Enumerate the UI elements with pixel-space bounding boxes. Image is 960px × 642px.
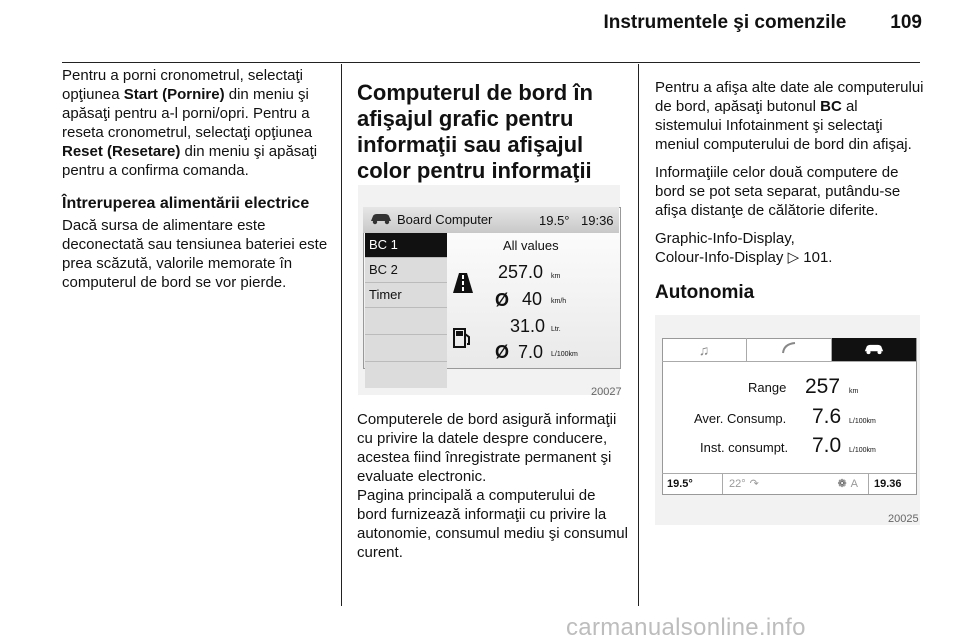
tab-board-computer[interactable]	[832, 338, 916, 362]
fuel-used-value: 31.0	[510, 316, 546, 336]
avg-consumption-label: Aver. Consump.	[694, 411, 787, 426]
column-1	[62, 66, 332, 301]
bc-intro-paragraph: Computerele de bord asigură informaţii cu privire la datele despre conducere, acestea fiind înregistrate permanent şi evaluate electronic.	[357, 411, 617, 485]
avg-speed-unit: km/h	[551, 298, 567, 305]
range-unit: km	[849, 388, 859, 395]
menu-item-empty	[365, 335, 447, 362]
column-3	[655, 78, 925, 302]
music-note-icon: ♫	[698, 342, 710, 358]
avg-consumption-unit: L/100km	[849, 418, 876, 425]
section-heading: Computerul de bord în afişajul grafic pentru informaţii sau afişajul color pentru informaţii	[357, 80, 593, 183]
reset-option: Reset (Resetare)	[62, 143, 181, 160]
menu-item-bc2[interactable]: BC 2	[365, 258, 447, 283]
autonomy-tabs	[662, 338, 916, 362]
figure-number: 20027	[591, 386, 622, 398]
average-symbol: Ø	[495, 290, 510, 310]
power-interruption-paragraph: Dacă sursa de alimentare este deconectată sau tensiunea bateriei este prea scăzută, valorile memorate în computerul de bord se vor pierde.	[62, 217, 328, 291]
clock: 19.36	[868, 474, 916, 494]
fuel-pump-icon	[452, 327, 472, 354]
range-unit: km	[551, 273, 561, 280]
auto-mode: A	[850, 478, 858, 490]
average-symbol: Ø	[495, 342, 510, 362]
bc-button-paragraph: Pentru a afişa alte date ale computerului de bord, apăsaţi butonul BC al sistemului Infotainment şi selectaţi meniul computerului de bord din afişaj.	[655, 79, 924, 153]
page-ref-icon: ▷	[787, 249, 800, 266]
tab-audio[interactable]	[662, 338, 747, 362]
bc-menu	[365, 233, 447, 388]
figure-number: 20025	[888, 513, 919, 525]
climate-status-bar	[662, 473, 916, 494]
clock: 19:36	[581, 213, 614, 228]
car-icon	[369, 211, 393, 228]
header-title: Instrumentele şi comenzile	[603, 12, 847, 33]
column-2-text	[357, 410, 629, 562]
range-value: 257.0	[498, 262, 544, 282]
stopwatch-paragraph: Pentru a porni cronometrul, selectaţi opţiunea Start (Pornire) din meniu şi apăsaţi pentru a-l porni/opri. Pentru a reseta cronometrul, selectaţi opţiunea Reset (Resetare) din meniu şi apăsaţi pentru a confirma comanda.	[62, 67, 318, 179]
inst-consumption-value: 7.0	[812, 434, 842, 457]
watermark: carmanualsonline.info	[566, 614, 806, 641]
car-icon	[863, 342, 885, 358]
page-header	[603, 12, 922, 34]
page-number: 109	[890, 12, 922, 33]
tab-phone[interactable]	[747, 338, 832, 362]
inst-consumption-label: Inst. consumpt.	[700, 440, 789, 455]
column-divider-2	[638, 64, 639, 606]
menu-item-bc1[interactable]: BC 1	[365, 233, 447, 258]
power-interruption-heading: Întreruperea alimentării electrice	[62, 195, 310, 212]
airflow-icon: ↷	[749, 478, 759, 490]
board-computer-title: Board Computer	[397, 212, 493, 227]
range-value: 257	[805, 375, 841, 398]
outside-temp: 19.5°	[662, 474, 723, 494]
bc-button-label: BC	[820, 98, 842, 115]
range-label: Range	[748, 380, 787, 395]
bc-main-page-paragraph: Pagina principală a computerului de bord furnizează informaţii cu privire la autonomie, consumul mediu şi consumul curent.	[357, 487, 628, 561]
avg-consumption-unit: L/100km	[551, 351, 578, 358]
road-icon	[452, 272, 474, 299]
menu-item-empty	[365, 362, 447, 388]
avg-consumption-value: 7.0	[518, 342, 544, 362]
column-divider-1	[341, 64, 342, 606]
menu-item-timer[interactable]: Timer	[365, 283, 447, 308]
menu-item-empty	[365, 308, 447, 335]
avg-speed-value: 40	[522, 289, 543, 309]
fuel-used-unit: Ltr.	[551, 326, 561, 333]
phone-icon	[780, 342, 798, 358]
set-temp: 22°	[729, 478, 746, 490]
header-rule	[62, 62, 920, 63]
fan-icon: ❁	[837, 478, 847, 490]
board-computer-titlebar	[363, 207, 619, 233]
start-option: Start (Pornire)	[123, 86, 225, 103]
display-reference: Graphic-Info-Display, Colour-Info-Display ▷ 101.	[655, 230, 833, 266]
outside-temp: 19.5°	[539, 213, 570, 228]
column-2	[357, 80, 629, 190]
two-computers-paragraph: Informaţiile celor două computere de bord se pot seta separat, putându-se afişa distanţe de călătorie diferite.	[655, 164, 901, 219]
all-values-title: All values	[503, 238, 559, 253]
avg-consumption-value: 7.6	[812, 405, 842, 428]
autonomy-heading: Autonomia	[655, 282, 755, 303]
inst-consumption-unit: L/100km	[849, 447, 876, 454]
